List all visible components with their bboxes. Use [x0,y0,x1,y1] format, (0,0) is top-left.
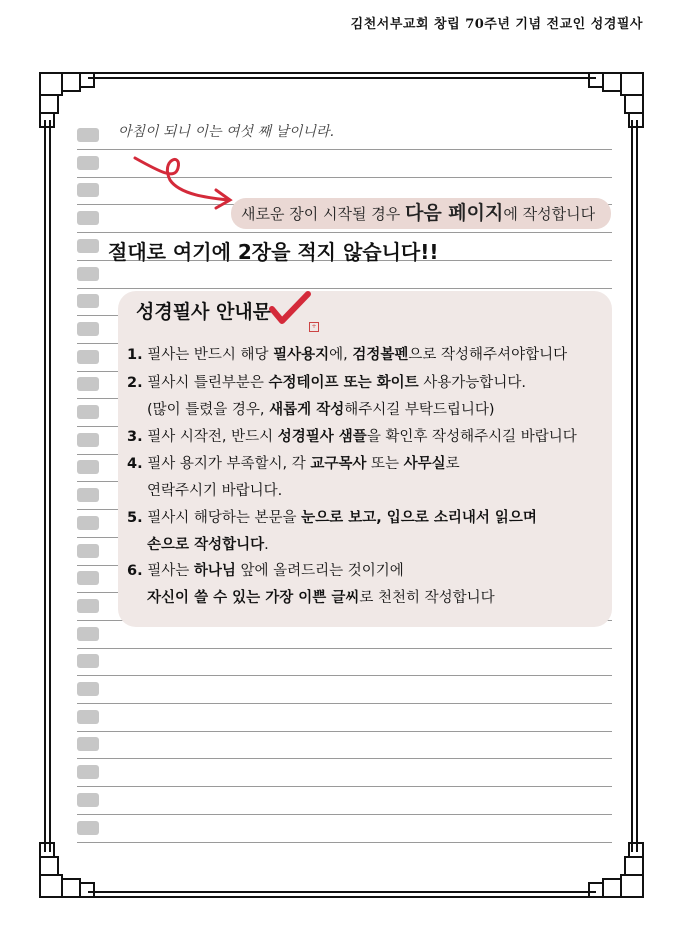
ruled-line [77,676,612,704]
line-marker-box [77,654,99,668]
guide-item-4: 4. 필사 용지가 부족할시, 각 교구목사 또는 사무실로 [127,456,460,472]
line-marker-box [77,294,99,308]
line-marker-box [77,433,99,447]
line-marker-box [77,544,99,558]
note-suffix: 에 작성합니다 [503,205,596,223]
line-marker-box [77,350,99,364]
guide-item-3: 3. 필사 시작전, 반드시 성경필사 샘플을 확인후 작성해주시길 바랍니다 [127,429,577,445]
guide-item-5-sub: 손으로 작성합니다. [147,537,269,553]
handwritten-sample: 아침이 되니 이는 여섯 째 날이니라. [118,124,335,140]
guide-item-5: 5. 필사시 해당하는 본문을 눈으로 보고, 입으로 소리내서 읽으며 [127,510,537,526]
line-marker-box [77,710,99,724]
line-marker-box [77,239,99,253]
line-marker-box [77,737,99,751]
note-emphasis: 다음 페이지 [404,202,504,224]
page-header-title: 김천서부교회 창립 70주년 기념 전교인 성경필사 [350,17,643,32]
ruled-line [77,759,612,787]
line-marker-box [77,516,99,530]
checkmark-icon [268,291,312,327]
line-marker-box [77,765,99,779]
line-marker-box [77,460,99,474]
guide-item-6-sub: 자신이 쓸 수 있는 가장 이쁜 글씨로 천천히 작성합니다 [147,590,495,606]
line-marker-box [77,488,99,502]
line-marker-box [77,682,99,696]
ruled-line [77,704,612,732]
line-marker-box [77,571,99,585]
guide-item-2-sub: (많이 틀렸을 경우, 새롭게 작성해주시길 부탁드립니다) [147,402,495,418]
line-marker-box [77,405,99,419]
line-marker-box [77,156,99,170]
ruled-line [77,731,612,759]
guide-item-6: 6. 필사는 하나님 앞에 올려드리는 것이기에 [127,563,404,579]
line-marker-box [77,128,99,142]
small-mark-icon: + [309,322,319,332]
guide-item-2: 2. 필사시 틀린부분은 수정테이프 또는 화이트 사용가능합니다. [127,375,526,391]
red-arrow-icon [130,150,240,210]
guide-item-1: 1. 필사는 반드시 해당 필사용지에, 검정볼펜으로 작성해주셔야합니다 [127,347,568,363]
line-marker-box [77,211,99,225]
note-prefix: 새로운 장이 시작될 경우 [241,205,405,223]
line-marker-box [77,627,99,641]
ruled-line [77,787,612,815]
line-marker-box [77,322,99,336]
line-marker-box [77,183,99,197]
guide-title: 성경필사 안내문 [136,301,272,323]
line-marker-box [77,377,99,391]
guide-item-4-sub: 연락주시기 바랍니다. [147,483,283,499]
line-marker-box [77,793,99,807]
new-page-note [231,198,611,229]
line-marker-box [77,821,99,835]
line-marker-box [77,599,99,613]
line-marker-box [77,267,99,281]
ruled-line [77,648,612,676]
ruled-line [77,815,612,843]
warning-text: 절대로 여기에 2장을 적지 않습니다!! [108,240,439,264]
